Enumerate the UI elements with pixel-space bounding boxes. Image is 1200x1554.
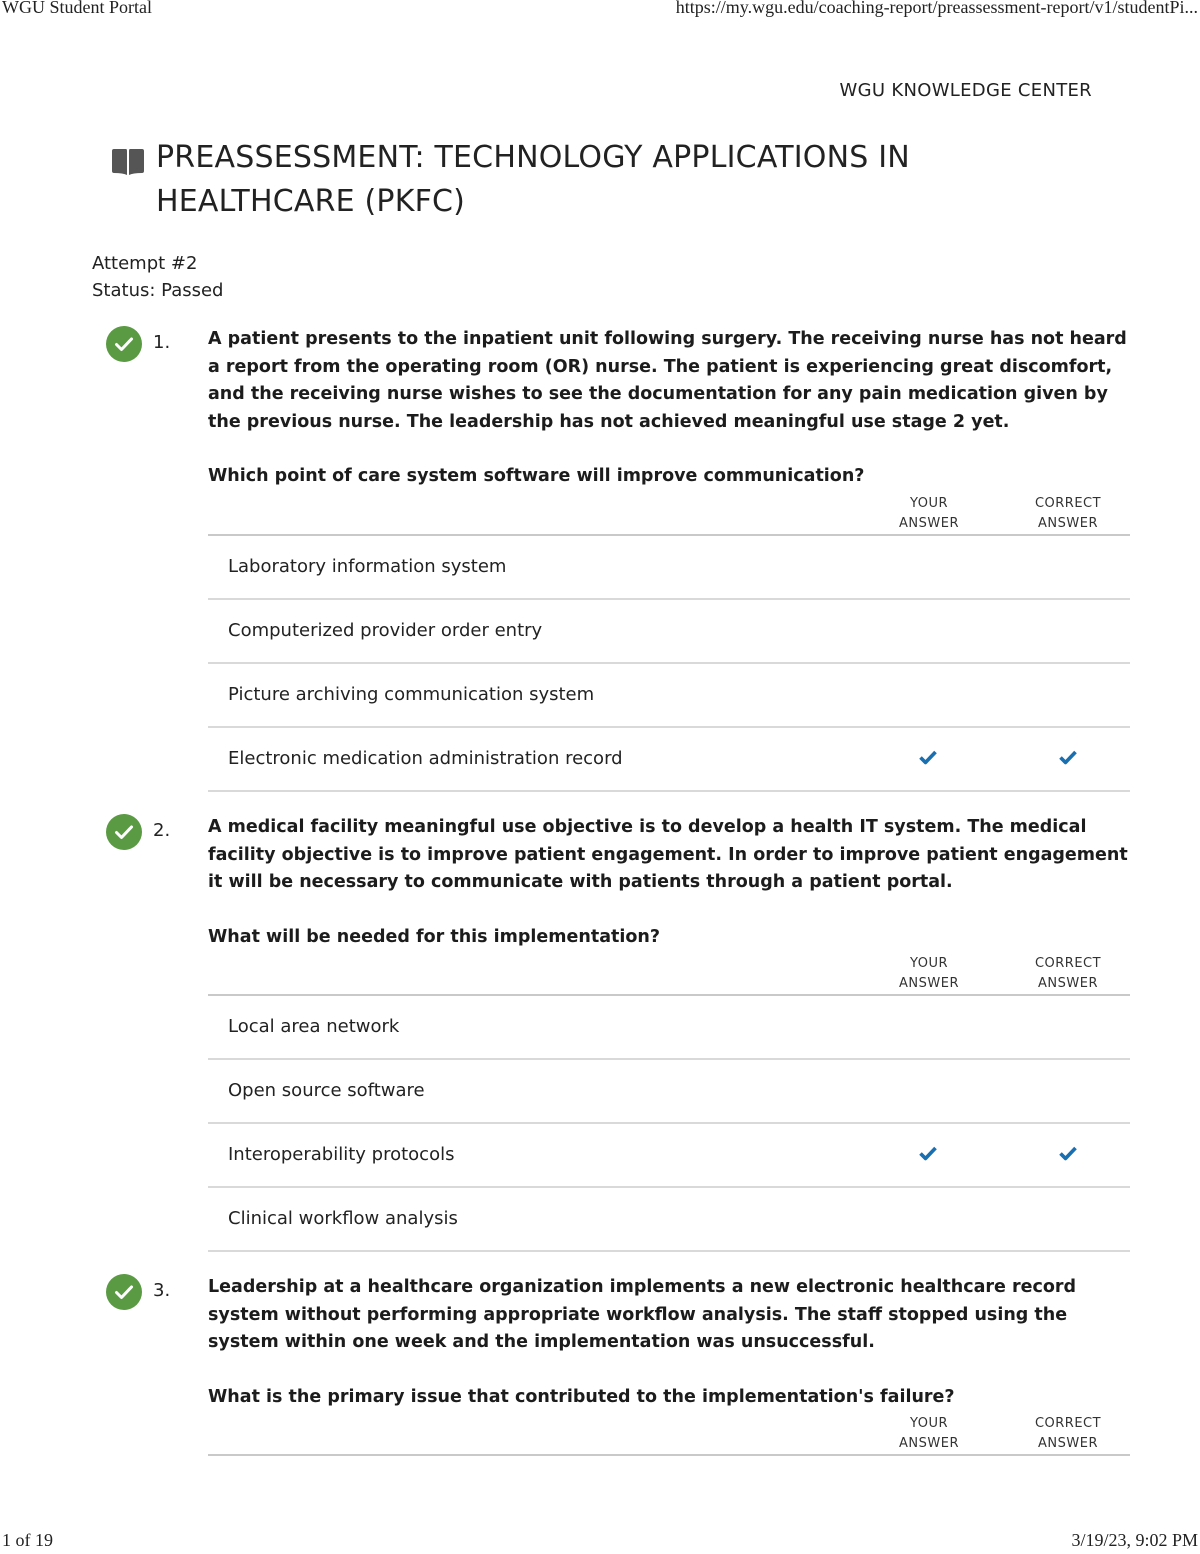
attempt-info — [92, 250, 223, 304]
answer-option — [208, 1124, 1130, 1188]
answer-column-headers — [208, 494, 1130, 536]
your-answer-header: YOUR ANSWER — [899, 1416, 959, 1451]
correct-answer-header: CORRECT ANSWER — [1034, 496, 1102, 531]
answer-column-headers — [208, 1414, 1130, 1456]
print-timestamp: 3/19/23, 9:02 PM — [1071, 1530, 1198, 1550]
page-title: PREASSESSMENT: TECHNOLOGY APPLICATIONS IN HEALTHCARE (PKFC) — [156, 140, 910, 219]
print-page-number: 1 of 19 — [2, 1530, 53, 1550]
correct-answer-header: CORRECT ANSWER — [1034, 956, 1102, 991]
answer-option — [208, 728, 1130, 792]
answer-option-text: Local area network — [228, 1016, 400, 1037]
question-body — [208, 1274, 1136, 1451]
answer-option-text: Electronic medication administration record — [228, 748, 623, 769]
question-number: 1. — [153, 332, 171, 353]
answer-options — [208, 996, 1130, 1252]
correct-answer-header: CORRECT ANSWER — [1034, 1416, 1102, 1451]
print-header — [0, 0, 1200, 21]
answer-option — [208, 600, 1130, 664]
correct-answer-check-icon — [1058, 1143, 1078, 1163]
answer-option-text: Open source software — [228, 1080, 425, 1101]
your-answer-check-icon — [918, 747, 938, 767]
your-answer-header: YOUR ANSWER — [899, 496, 959, 531]
your-answer-check-icon — [918, 1143, 938, 1163]
answer-option — [208, 664, 1130, 728]
answer-option-text: Interoperability protocols — [228, 1144, 455, 1165]
question-body — [208, 326, 1136, 769]
question-prompt: What will be needed for this implementation? — [208, 926, 661, 947]
question-prompt: What is the primary issue that contributed to the implementation's failure? — [208, 1386, 955, 1407]
answer-option — [208, 996, 1130, 1060]
answer-option-text: Picture archiving communication system — [228, 684, 595, 705]
page-header — [108, 136, 1008, 224]
question-prompt: Which point of care system software will improve communication? — [208, 466, 865, 486]
correct-badge-icon — [106, 326, 142, 362]
answer-column-headers — [208, 954, 1130, 996]
answer-option — [208, 1060, 1130, 1124]
print-url: https://my.wgu.edu/coaching-report/preassessment-report/v1/studentPi... — [675, 0, 1198, 17]
question-stem: Leadership at a healthcare organization implements a new electronic healthcare record system without performing appropriate workflow analysis. The staff stopped using the system within one week and the implementation was unsuccessful. — [208, 1277, 1077, 1352]
correct-badge-icon — [106, 814, 142, 850]
attempt-number: Attempt #2 — [92, 253, 198, 274]
answer-option-text: Computerized provider order entry — [228, 620, 543, 641]
question-body — [208, 814, 1136, 1229]
your-answer-header: YOUR ANSWER — [899, 956, 959, 991]
question-number: 3. — [153, 1280, 171, 1301]
attempt-status: Status: Passed — [92, 280, 224, 301]
answer-option — [208, 1188, 1130, 1252]
book-icon — [108, 142, 148, 182]
print-site-title: WGU Student Portal — [2, 0, 152, 17]
answer-option-text: Clinical workflow analysis — [228, 1208, 458, 1229]
print-footer — [0, 1530, 1200, 1554]
correct-answer-check-icon — [1058, 747, 1078, 767]
question-stem: A medical facility meaningful use objective is to develop a health IT system. The medical facility objective is to improve patient engagement. In order to improve patient engagement it will be necessary to communicate with patients through a patient portal. — [208, 817, 1128, 892]
answer-options — [208, 536, 1130, 792]
answer-option-text: Laboratory information system — [228, 556, 507, 577]
question-number: 2. — [153, 820, 171, 841]
knowledge-center-link[interactable]: WGU KNOWLEDGE CENTER — [839, 80, 1092, 101]
question-stem: A patient presents to the inpatient unit following surgery. The receiving nurse has not heard a report from the operating room (OR) nurse. The patient is experiencing great discomfort, and the receiving nurse wishes to see the documentation for any pain medication given by the previous nurse. The leadership has not achieved meaningful use stage 2 yet. — [208, 329, 1127, 432]
answer-option — [208, 536, 1130, 600]
correct-badge-icon — [106, 1274, 142, 1310]
